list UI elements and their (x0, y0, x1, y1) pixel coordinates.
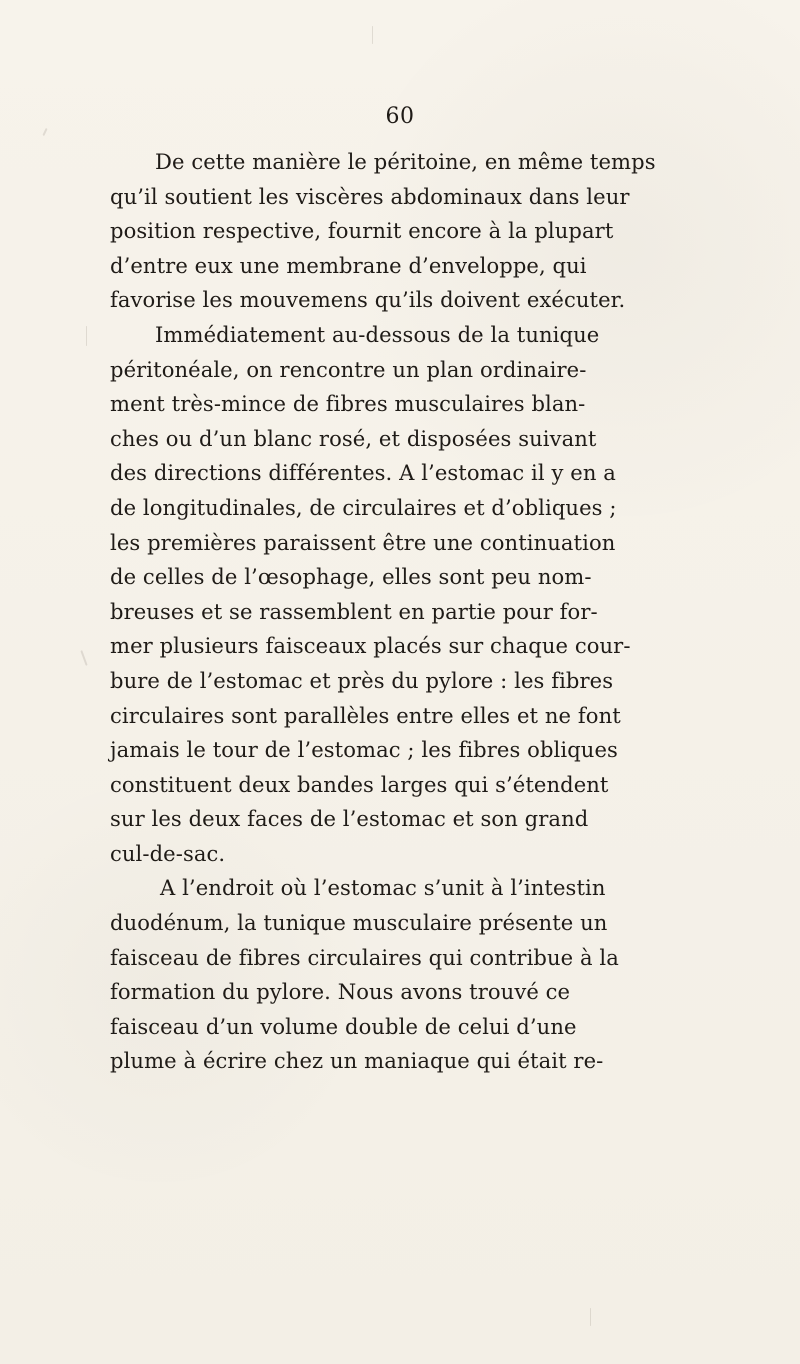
text-line: circulaires sont parallèles entre elles et ne font (110, 702, 621, 728)
text-line: A l’endroit où l’estomac s’unit à l’intestin (160, 875, 606, 901)
page-number: 60 (385, 104, 415, 129)
paper-mark (590, 1308, 591, 1326)
text-line: position respective, fournit encore à la plupart (110, 218, 614, 244)
text-line: faisceau d’un volume double de celui d’une (110, 1013, 577, 1039)
text-line: plume à écrire chez un maniaque qui était re- (110, 1048, 604, 1074)
paragraph-1 (110, 145, 704, 318)
text-line: péritonéale, on rencontre un plan ordinaire- (110, 356, 587, 382)
text-line: de celles de l’œsophage, elles sont peu nom- (110, 564, 592, 590)
paragraph-2 (110, 318, 704, 872)
text-line: qu’il soutient les viscères abdominaux dans leur (110, 183, 630, 209)
text-line: les premières paraissent être une continuation (110, 529, 616, 555)
text-line: favorise les mouvemens qu’ils doivent exécuter. (110, 287, 626, 313)
paragraph-3 (110, 871, 704, 1079)
paper-mark (86, 326, 87, 346)
paper-mark (372, 26, 373, 44)
text-line: breuses et se rassemblent en partie pour for- (110, 598, 598, 624)
body-text (110, 145, 704, 1079)
text-line: constituent deux bandes larges qui s’étendent (110, 771, 609, 797)
text-line: jamais le tour de l’estomac ; les fibres obliques (110, 737, 618, 763)
paper-mark (80, 650, 87, 666)
text-line: d’entre eux une membrane d’enveloppe, qui (110, 252, 587, 278)
text-line: ment très-mince de fibres musculaires blan- (110, 391, 586, 417)
text-line: de longitudinales, de circulaires et d’obliques ; (110, 494, 617, 520)
text-line: faisceau de fibres circulaires qui contribue à la (110, 944, 619, 970)
text-line: ches ou d’un blanc rosé, et disposées suivant (110, 425, 597, 451)
text-line: De cette manière le péritoine, en même temps (155, 149, 656, 174)
text-line: Immédiatement au-dessous de la tunique (155, 321, 600, 347)
text-line: cul-de-sac. (110, 840, 226, 866)
text-line: des directions différentes. A l’estomac il y en a (110, 460, 616, 486)
text-line: duodénum, la tunique musculaire présente un (110, 910, 608, 936)
text-line: bure de l’estomac et près du pylore : les fibres (110, 667, 614, 693)
paper-mark (42, 128, 47, 136)
text-line: formation du pylore. Nous avons trouvé ce (110, 979, 571, 1005)
text-line: sur les deux faces de l’estomac et son grand (110, 806, 589, 832)
text-line: mer plusieurs faisceaux placés sur chaque cour- (110, 633, 631, 659)
